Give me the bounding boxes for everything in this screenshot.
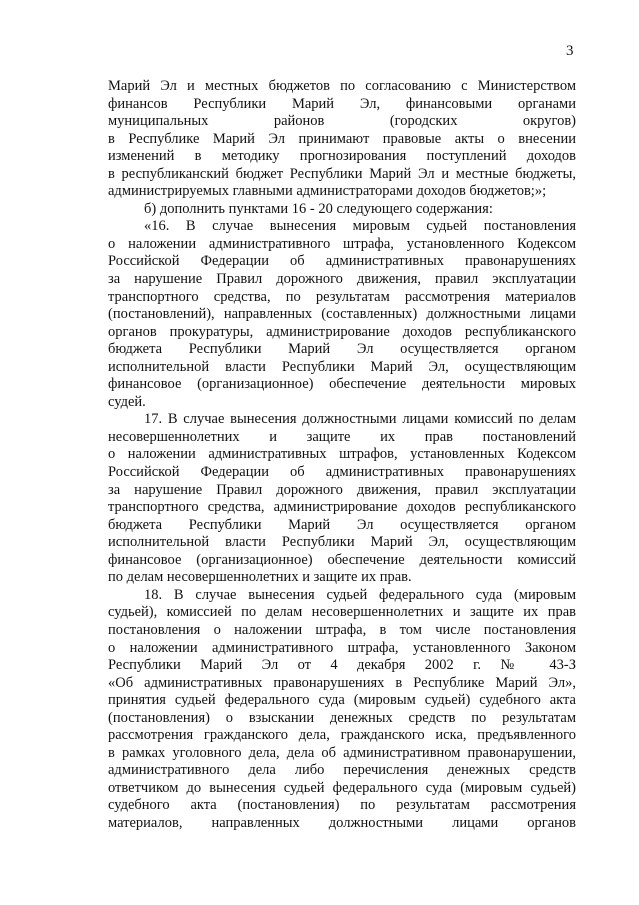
text-line: административного дела либо перечисления денежных средств [108,762,576,779]
text-line: администрируемых главными администраторами доходов бюджетов;»; [108,183,547,200]
text-line: б) дополнить пунктами 16 - 20 следующего содержания: [144,200,493,217]
text-line: исполнительной власти Республики Марий Эл, осуществляющим [108,358,576,375]
body-text [108,78,576,833]
text-line: о наложении административного штрафа, установленного Кодексом [108,235,576,252]
text-line: финансов Республики Марий Эл, финансовыми органами [108,95,576,112]
text-line: за нарушение Правил дорожного движения, правил эксплуатации [108,271,576,288]
text-line: (постановлений), направленных (составленных) должностными лицами [108,306,576,323]
text-line: изменений в методику прогнозирования поступлений доходов [108,148,576,165]
text-line: судей. [108,393,146,410]
text-line: за нарушение Правил дорожного движения, правил эксплуатации [108,481,576,498]
text-line: муниципальных районов (городских округов) [108,113,576,130]
text-line: транспортного средства, по результатам рассмотрения материалов [108,288,576,305]
text-line: по делам несовершеннолетних и защите их прав. [108,569,412,586]
text-line: Российской Федерации об административных правонарушениях [108,464,576,481]
text-line: бюджета Республики Марий Эл осуществляется органом [108,341,576,358]
text-line: «Об административных правонарушениях в Республике Марий Эл», [108,674,576,691]
text-line: Марий Эл и местных бюджетов по согласованию с Министерством [108,78,576,94]
text-line: 17. В случае вынесения должностными лицами комиссий по делам [144,411,576,428]
text-line: о наложении административного штрафа, установленного Законом [108,639,576,656]
text-line: исполнительной власти Республики Марий Эл, осуществляющим [108,534,576,551]
text-line: ответчиком до вынесения судьей федерального суда (мировым судьей) [108,779,576,796]
text-line: в рамках уголовного дела, дела об административном правонарушении, [108,744,576,761]
text-line: бюджета Республики Марий Эл осуществляется органом [108,516,576,533]
text-line: рассмотрения гражданского дела, гражданского иска, предъявленного [108,727,576,744]
text-line: принятия судьей федерального суда (мировым судьей) судебного акта [108,692,576,709]
text-line: финансовое (организационное) обеспечение деятельности комиссий [108,551,576,568]
text-line: Российской Федерации об административных правонарушениях [108,253,576,270]
text-line: судебного акта (постановления) по результатам рассмотрения [108,797,576,814]
text-line: Республики Марий Эл от 4 декабря 2002 г. № 43-З [108,657,576,674]
text-line: транспортного средства, администрирование доходов республиканского [108,499,576,516]
text-line: (постановления) о взыскании денежных средств по результатам [108,709,576,726]
text-line: органов прокуратуры, администрирование доходов республиканского [108,323,576,340]
text-line: судьей), комиссией по делам несовершеннолетних и защите их прав [108,604,576,621]
text-line: несовершеннолетних и защите их прав постановлений [108,428,576,445]
text-line: финансовое (организационное) обеспечение деятельности мировых [108,376,576,393]
text-line: в Республике Марий Эл принимают правовые акты о внесении [108,130,576,147]
text-line: в республиканский бюджет Республики Марий Эл и местные бюджеты, [108,165,576,182]
page-number: 3 [566,43,574,59]
text-line: 18. В случае вынесения судьей федерального суда (мировым [144,586,576,603]
text-line: постановления о наложении штрафа, в том числе постановления [108,621,576,638]
text-line: о наложении административных штрафов, установленных Кодексом [108,446,576,463]
text-line: материалов, направленных должностными лицами органов [108,814,576,831]
text-line: «16. В случае вынесения мировым судьей постановления [144,218,576,235]
